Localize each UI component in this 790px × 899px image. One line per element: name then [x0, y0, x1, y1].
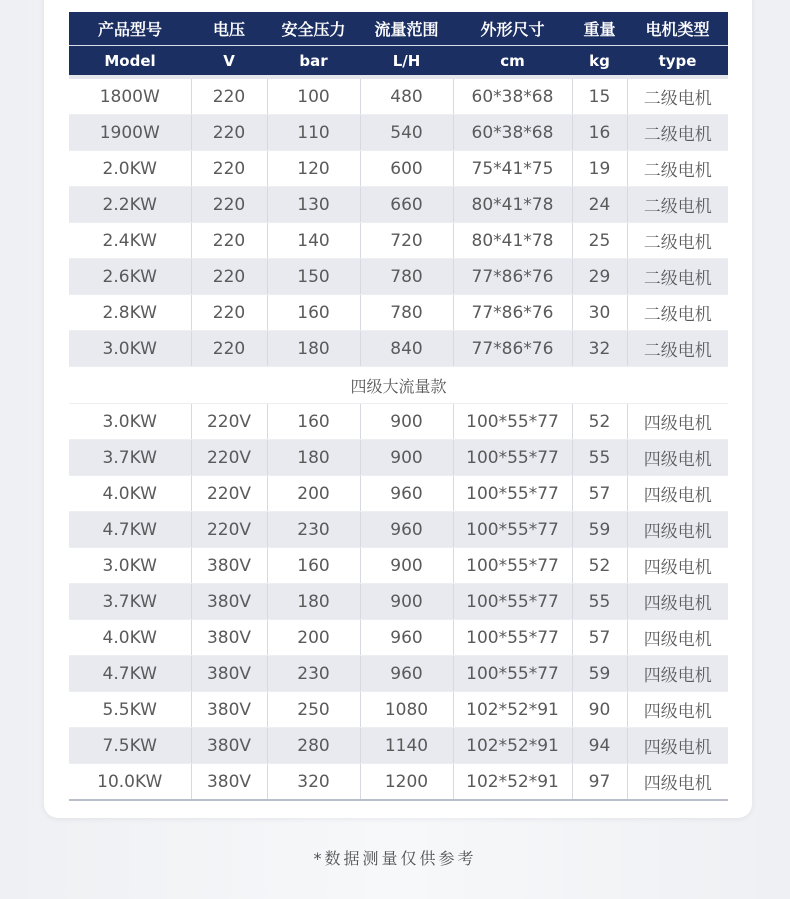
table-row [69, 223, 728, 259]
cell-voltage: 220 [191, 331, 267, 367]
cell-model: 2.6KW [69, 259, 191, 295]
cell-weight: 25 [572, 223, 627, 259]
cell-pressure: 160 [267, 295, 360, 331]
header-unit-pressure: bar [267, 46, 360, 78]
cell-flow: 780 [360, 295, 453, 331]
table-row [69, 620, 728, 656]
cell-motor-type: 二级电机 [627, 115, 728, 151]
header-unit-voltage: V [191, 46, 267, 78]
cell-model: 10.0KW [69, 764, 191, 801]
cell-weight: 19 [572, 151, 627, 187]
cell-flow: 900 [360, 584, 453, 620]
cell-pressure: 230 [267, 656, 360, 692]
cell-pressure: 160 [267, 548, 360, 584]
cell-motor-type: 二级电机 [627, 259, 728, 295]
table-body [69, 77, 728, 800]
cell-voltage: 220 [191, 151, 267, 187]
table-row [69, 440, 728, 476]
cell-motor-type: 四级电机 [627, 692, 728, 728]
cell-flow: 540 [360, 115, 453, 151]
cell-weight: 94 [572, 728, 627, 764]
cell-voltage: 220V [191, 476, 267, 512]
cell-model: 4.0KW [69, 476, 191, 512]
cell-dimensions: 102*52*91 [453, 764, 572, 801]
header-unit-model: Model [69, 46, 191, 78]
cell-weight: 32 [572, 331, 627, 367]
table-row [69, 295, 728, 331]
cell-pressure: 150 [267, 259, 360, 295]
cell-model: 7.5KW [69, 728, 191, 764]
cell-pressure: 160 [267, 404, 360, 440]
cell-motor-type: 二级电机 [627, 151, 728, 187]
cell-dimensions: 100*55*77 [453, 584, 572, 620]
cell-motor-type: 四级电机 [627, 512, 728, 548]
cell-dimensions: 80*41*78 [453, 223, 572, 259]
cell-model: 3.0KW [69, 548, 191, 584]
cell-model: 3.7KW [69, 584, 191, 620]
cell-dimensions: 100*55*77 [453, 620, 572, 656]
cell-weight: 59 [572, 656, 627, 692]
cell-voltage: 380V [191, 584, 267, 620]
cell-pressure: 110 [267, 115, 360, 151]
table-row [69, 584, 728, 620]
cell-pressure: 200 [267, 620, 360, 656]
cell-voltage: 220 [191, 115, 267, 151]
cell-flow: 780 [360, 259, 453, 295]
cell-voltage: 380V [191, 764, 267, 801]
header-unit-dimensions: cm [453, 46, 572, 78]
header-weight: 重量 [572, 12, 627, 46]
cell-motor-type: 二级电机 [627, 295, 728, 331]
cell-motor-type: 二级电机 [627, 331, 728, 367]
cell-voltage: 220 [191, 77, 267, 115]
cell-model: 4.7KW [69, 512, 191, 548]
cell-weight: 97 [572, 764, 627, 801]
cell-weight: 52 [572, 548, 627, 584]
cell-voltage: 220V [191, 404, 267, 440]
cell-voltage: 220 [191, 223, 267, 259]
cell-dimensions: 75*41*75 [453, 151, 572, 187]
cell-voltage: 220 [191, 259, 267, 295]
cell-dimensions: 77*86*76 [453, 331, 572, 367]
cell-dimensions: 100*55*77 [453, 476, 572, 512]
header-model: 产品型号 [69, 12, 191, 46]
cell-weight: 57 [572, 620, 627, 656]
header-unit-weight: kg [572, 46, 627, 78]
cell-model: 4.0KW [69, 620, 191, 656]
cell-flow: 600 [360, 151, 453, 187]
cell-model: 2.4KW [69, 223, 191, 259]
cell-model: 2.0KW [69, 151, 191, 187]
cell-voltage: 380V [191, 548, 267, 584]
cell-voltage: 220 [191, 187, 267, 223]
cell-dimensions: 100*55*77 [453, 404, 572, 440]
cell-weight: 55 [572, 440, 627, 476]
cell-pressure: 280 [267, 728, 360, 764]
cell-flow: 960 [360, 656, 453, 692]
cell-weight: 55 [572, 584, 627, 620]
table-row [69, 512, 728, 548]
cell-pressure: 140 [267, 223, 360, 259]
table-row [69, 77, 728, 115]
cell-pressure: 120 [267, 151, 360, 187]
cell-dimensions: 60*38*68 [453, 115, 572, 151]
cell-weight: 24 [572, 187, 627, 223]
cell-pressure: 180 [267, 331, 360, 367]
cell-flow: 660 [360, 187, 453, 223]
spec-table [69, 12, 728, 801]
cell-dimensions: 80*41*78 [453, 187, 572, 223]
cell-model: 1900W [69, 115, 191, 151]
table-row [69, 404, 728, 440]
table-row [69, 151, 728, 187]
cell-voltage: 380V [191, 692, 267, 728]
header-dimensions: 外形尺寸 [453, 12, 572, 46]
header-motor-type: 电机类型 [627, 12, 728, 46]
cell-model: 4.7KW [69, 656, 191, 692]
table-row [69, 476, 728, 512]
cell-dimensions: 100*55*77 [453, 548, 572, 584]
cell-pressure: 320 [267, 764, 360, 801]
cell-dimensions: 102*52*91 [453, 728, 572, 764]
cell-flow: 960 [360, 512, 453, 548]
cell-motor-type: 四级电机 [627, 584, 728, 620]
table-row [69, 764, 728, 801]
cell-voltage: 380V [191, 656, 267, 692]
header-pressure: 安全压力 [267, 12, 360, 46]
cell-model: 2.2KW [69, 187, 191, 223]
header-unit-motor-type: type [627, 46, 728, 78]
cell-dimensions: 100*55*77 [453, 440, 572, 476]
cell-weight: 15 [572, 77, 627, 115]
table-row [69, 187, 728, 223]
header-row-chinese [69, 12, 728, 46]
table-row [69, 728, 728, 764]
cell-pressure: 250 [267, 692, 360, 728]
cell-motor-type: 二级电机 [627, 223, 728, 259]
cell-weight: 16 [572, 115, 627, 151]
cell-flow: 1140 [360, 728, 453, 764]
header-voltage: 电压 [191, 12, 267, 46]
section-label: 四级大流量款 [69, 367, 728, 404]
cell-weight: 90 [572, 692, 627, 728]
cell-motor-type: 四级电机 [627, 620, 728, 656]
cell-weight: 57 [572, 476, 627, 512]
cell-model: 2.8KW [69, 295, 191, 331]
cell-model: 1800W [69, 77, 191, 115]
cell-motor-type: 四级电机 [627, 764, 728, 801]
cell-flow: 900 [360, 548, 453, 584]
cell-flow: 900 [360, 404, 453, 440]
cell-motor-type: 四级电机 [627, 548, 728, 584]
cell-flow: 840 [360, 331, 453, 367]
table-row [69, 692, 728, 728]
cell-weight: 59 [572, 512, 627, 548]
cell-flow: 1200 [360, 764, 453, 801]
cell-motor-type: 二级电机 [627, 187, 728, 223]
cell-dimensions: 77*86*76 [453, 259, 572, 295]
cell-pressure: 230 [267, 512, 360, 548]
cell-pressure: 130 [267, 187, 360, 223]
table-row [69, 259, 728, 295]
cell-motor-type: 四级电机 [627, 404, 728, 440]
cell-voltage: 220V [191, 512, 267, 548]
cell-motor-type: 二级电机 [627, 77, 728, 115]
cell-flow: 960 [360, 620, 453, 656]
table-row [69, 115, 728, 151]
header-row-english [69, 46, 728, 78]
cell-pressure: 180 [267, 584, 360, 620]
cell-flow: 1080 [360, 692, 453, 728]
cell-pressure: 200 [267, 476, 360, 512]
cell-voltage: 380V [191, 620, 267, 656]
table-header [69, 12, 728, 77]
table-row [69, 656, 728, 692]
cell-voltage: 380V [191, 728, 267, 764]
cell-dimensions: 102*52*91 [453, 692, 572, 728]
cell-motor-type: 四级电机 [627, 728, 728, 764]
cell-dimensions: 60*38*68 [453, 77, 572, 115]
cell-flow: 720 [360, 223, 453, 259]
cell-pressure: 100 [267, 77, 360, 115]
cell-model: 3.0KW [69, 331, 191, 367]
cell-dimensions: 100*55*77 [453, 656, 572, 692]
footnote: *数据测量仅供参考 [313, 849, 477, 868]
cell-motor-type: 四级电机 [627, 476, 728, 512]
cell-weight: 52 [572, 404, 627, 440]
table-row [69, 331, 728, 367]
cell-dimensions: 100*55*77 [453, 512, 572, 548]
cell-model: 3.0KW [69, 404, 191, 440]
cell-flow: 480 [360, 77, 453, 115]
cell-pressure: 180 [267, 440, 360, 476]
table-row [69, 548, 728, 584]
cell-weight: 30 [572, 295, 627, 331]
cell-model: 3.7KW [69, 440, 191, 476]
header-unit-flow: L/H [360, 46, 453, 78]
header-flow: 流量范围 [360, 12, 453, 46]
cell-voltage: 220V [191, 440, 267, 476]
cell-flow: 900 [360, 440, 453, 476]
section-row [69, 367, 728, 404]
cell-motor-type: 四级电机 [627, 440, 728, 476]
cell-dimensions: 77*86*76 [453, 295, 572, 331]
cell-model: 5.5KW [69, 692, 191, 728]
cell-motor-type: 四级电机 [627, 656, 728, 692]
cell-weight: 29 [572, 259, 627, 295]
cell-voltage: 220 [191, 295, 267, 331]
cell-flow: 960 [360, 476, 453, 512]
